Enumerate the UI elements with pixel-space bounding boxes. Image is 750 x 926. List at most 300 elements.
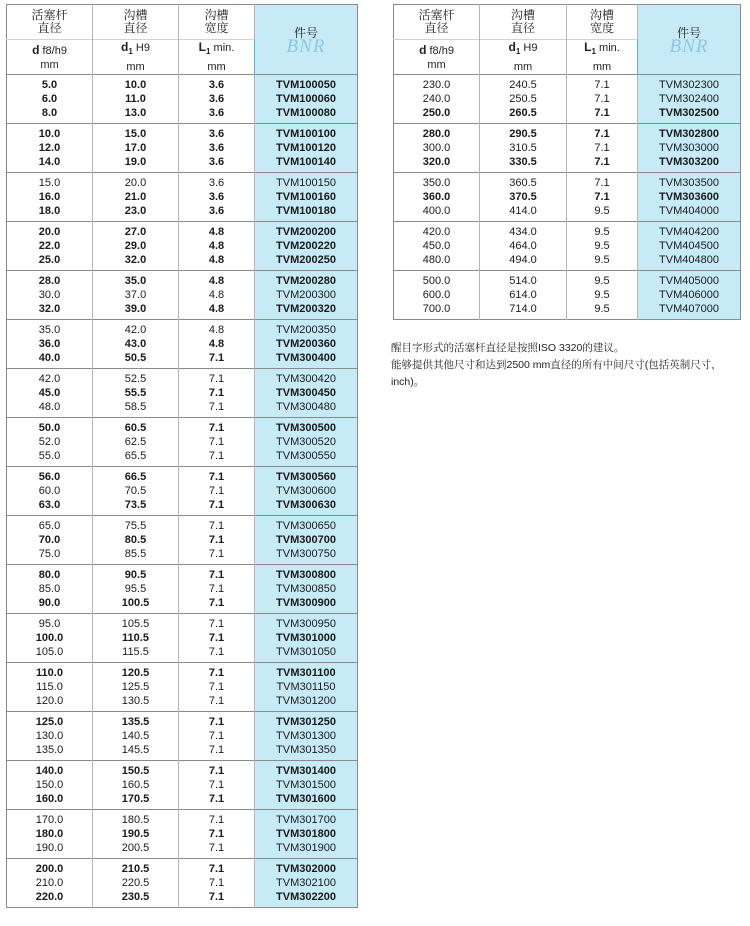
part-number-cell: TVM300600 [255,484,358,498]
groove-width-cell: 7.1 [179,400,255,418]
part-number-cell: TVM301400 [255,761,358,779]
groove-width-cell: 4.8 [179,253,255,271]
part-number-cell: TVM303200 [638,155,741,173]
part-number-cell: TVM404800 [638,253,741,271]
groove-diameter-symbol: $d_1$ H9 mm [93,40,179,75]
groove-diameter-cell: 250.5 [480,92,567,106]
groove-width-cell: 9.5 [567,204,638,222]
rod-diameter-cell: 110.0 [7,663,93,681]
table-row [7,810,358,828]
part-number-cell: TVM405000 [638,271,741,289]
groove-diameter-cell: 15.0 [93,124,179,142]
rod-diameter-cell: 350.0 [394,173,480,191]
table-row [394,124,741,142]
table-row [7,400,358,418]
table-row [7,890,358,908]
groove-width-cell: 7.1 [179,778,255,792]
table-row [394,141,741,155]
table-row [7,792,358,810]
groove-width-cell: 7.1 [179,516,255,534]
table-row [7,92,358,106]
groove-diameter-cell: 13.0 [93,106,179,124]
part-number-cell: TVM100100 [255,124,358,142]
groove-diameter-cell: 32.0 [93,253,179,271]
part-number-cell: TVM302500 [638,106,741,124]
groove-width-cell: 7.1 [567,173,638,191]
groove-width-cell: 7.1 [179,810,255,828]
groove-diameter-cell: 70.5 [93,484,179,498]
groove-width-cell: 7.1 [179,386,255,400]
groove-diameter-cell: 35.0 [93,271,179,289]
part-number-cell: TVM300650 [255,516,358,534]
rod-diameter-cell: 130.0 [7,729,93,743]
part-number-cell: TVM301250 [255,712,358,730]
rod-symbol: d f8/h9 mm [394,40,480,75]
groove-diameter-cell: 714.0 [480,302,567,320]
part-number-cell: TVM301900 [255,841,358,859]
rod-diameter-cell: 420.0 [394,222,480,240]
rod-diameter-cell: 320.0 [394,155,480,173]
groove-width-cell: 4.8 [179,337,255,351]
groove-width-cell: 9.5 [567,239,638,253]
table-row [394,239,741,253]
groove-width-cell: 7.1 [567,155,638,173]
table-row [394,155,741,173]
groove-width-cell: 7.1 [179,547,255,565]
part-number-cell: TVM100160 [255,190,358,204]
rod-diameter-cell: 36.0 [7,337,93,351]
size-group [394,173,741,222]
groove-diameter-cell: 260.5 [480,106,567,124]
groove-width-cell: 7.1 [179,418,255,436]
groove-diameter-cell: 29.0 [93,239,179,253]
part-number-cell: TVM200220 [255,239,358,253]
table-row [7,645,358,663]
size-group [7,663,358,712]
groove-width-cell: 7.1 [179,694,255,712]
groove-diameter-cell: 95.5 [93,582,179,596]
table-row [7,498,358,516]
col-rod-diameter-header: 活塞杆 直径 [7,5,93,40]
part-number-cell: TVM100140 [255,155,358,173]
part-number-cell: TVM301500 [255,778,358,792]
part-number-cell: TVM200250 [255,253,358,271]
size-group [7,516,358,565]
part-number-cell: TVM300630 [255,498,358,516]
groove-width-cell: 7.1 [567,106,638,124]
table-row [7,369,358,387]
size-group [7,320,358,369]
groove-width-cell: 7.1 [179,827,255,841]
groove-diameter-cell: 494.0 [480,253,567,271]
rod-diameter-cell: 45.0 [7,386,93,400]
notes [391,340,747,391]
groove-diameter-cell: 110.5 [93,631,179,645]
part-number-cell: TVM301800 [255,827,358,841]
rod-symbol: d f8/h9 mm [7,40,93,75]
rod-diameter-cell: 80.0 [7,565,93,583]
rod-diameter-cell: 250.0 [394,106,480,124]
rod-diameter-cell: 200.0 [7,859,93,877]
groove-width-cell: 7.1 [179,467,255,485]
groove-diameter-cell: 240.5 [480,75,567,93]
groove-diameter-cell: 73.5 [93,498,179,516]
size-group [7,124,358,173]
part-number-cell: TVM200360 [255,337,358,351]
groove-diameter-cell: 180.5 [93,810,179,828]
groove-diameter-cell: 50.5 [93,351,179,369]
table-row [394,302,741,320]
table-row [7,351,358,369]
rod-diameter-cell: 95.0 [7,614,93,632]
table-row [394,190,741,204]
groove-width-cell: 3.6 [179,190,255,204]
groove-width-cell: 7.1 [567,190,638,204]
groove-diameter-cell: 90.5 [93,565,179,583]
part-number-cell: TVM302400 [638,92,741,106]
part-number-cell: TVM300850 [255,582,358,596]
groove-diameter-cell: 42.0 [93,320,179,338]
groove-width-cell: 7.1 [179,761,255,779]
groove-diameter-cell: 58.5 [93,400,179,418]
groove-diameter-cell: 20.0 [93,173,179,191]
part-number-cell: TVM200200 [255,222,358,240]
table-row [7,614,358,632]
table-row [7,222,358,240]
groove-diameter-cell: 130.5 [93,694,179,712]
rod-diameter-cell: 120.0 [7,694,93,712]
groove-width-cell: 9.5 [567,253,638,271]
table-row [7,516,358,534]
size-group [7,859,358,908]
groove-diameter-cell: 52.5 [93,369,179,387]
table-row [7,876,358,890]
table-row [7,729,358,743]
table-row [7,155,358,173]
groove-diameter-cell: 220.5 [93,876,179,890]
rod-diameter-cell: 500.0 [394,271,480,289]
size-group [7,712,358,761]
groove-diameter-cell: 75.5 [93,516,179,534]
table-row [7,435,358,449]
part-number-cell: TVM100120 [255,141,358,155]
rod-diameter-cell: 10.0 [7,124,93,142]
groove-diameter-cell: 120.5 [93,663,179,681]
table-row [394,75,741,93]
groove-diameter-cell: 80.5 [93,533,179,547]
groove-width-cell: 7.1 [179,645,255,663]
groove-width-cell: 7.1 [179,841,255,859]
groove-width-cell: 4.8 [179,320,255,338]
groove-diameter-cell: 10.0 [93,75,179,93]
rod-diameter-cell: 135.0 [7,743,93,761]
groove-diameter-cell: 464.0 [480,239,567,253]
groove-width-cell: 7.1 [179,712,255,730]
table-row [394,253,741,271]
size-group [7,810,358,859]
col-part-number-header: 件号 BNR [255,5,358,75]
rod-diameter-cell: 14.0 [7,155,93,173]
size-group [7,271,358,320]
rod-diameter-cell: 6.0 [7,92,93,106]
groove-width-cell: 7.1 [179,435,255,449]
table-row [7,190,358,204]
part-number-cell: TVM300550 [255,449,358,467]
groove-diameter-cell: 60.5 [93,418,179,436]
groove-diameter-cell: 39.0 [93,302,179,320]
rod-diameter-cell: 360.0 [394,190,480,204]
rod-diameter-cell: 90.0 [7,596,93,614]
rod-diameter-cell: 52.0 [7,435,93,449]
part-number-cell: TVM300400 [255,351,358,369]
rod-diameter-cell: 240.0 [394,92,480,106]
part-number-cell: TVM404000 [638,204,741,222]
part-number-cell: TVM303600 [638,190,741,204]
part-number-cell: TVM301150 [255,680,358,694]
groove-width-cell: 7.1 [567,141,638,155]
part-number-cell: TVM100180 [255,204,358,222]
size-group [7,369,358,418]
part-number-cell: TVM100060 [255,92,358,106]
rod-diameter-cell: 20.0 [7,222,93,240]
groove-width-cell: 3.6 [179,141,255,155]
col-groove-diameter-header: 沟槽 直径 [480,5,567,40]
groove-diameter-cell: 21.0 [93,190,179,204]
table-row [7,565,358,583]
part-number-cell: TVM301000 [255,631,358,645]
groove-diameter-cell: 200.5 [93,841,179,859]
groove-diameter-cell: 125.5 [93,680,179,694]
groove-diameter-cell: 414.0 [480,204,567,222]
groove-diameter-cell: 43.0 [93,337,179,351]
part-number-cell: TVM200280 [255,271,358,289]
groove-diameter-cell: 230.5 [93,890,179,908]
groove-width-cell: 7.1 [179,351,255,369]
groove-width-cell: 7.1 [179,631,255,645]
groove-width-cell: 3.6 [179,106,255,124]
groove-width-cell: 3.6 [179,155,255,173]
groove-width-cell: 4.8 [179,239,255,253]
col-groove-width-header: 沟槽 宽度 [179,5,255,40]
groove-width-cell: 7.1 [567,75,638,93]
rod-diameter-cell: 22.0 [7,239,93,253]
table-row [7,778,358,792]
table-row [7,337,358,351]
groove-diameter-symbol: $d_1$ H9 mm [480,40,567,75]
rod-diameter-cell: 400.0 [394,204,480,222]
rod-diameter-cell: 56.0 [7,467,93,485]
part-number-cell: TVM300500 [255,418,358,436]
groove-diameter-cell: 290.5 [480,124,567,142]
rod-diameter-cell: 600.0 [394,288,480,302]
rod-diameter-cell: 115.0 [7,680,93,694]
part-number-cell: TVM300700 [255,533,358,547]
part-number-cell: TVM302800 [638,124,741,142]
table-row [7,204,358,222]
rod-diameter-cell: 105.0 [7,645,93,663]
note-iso: 醒目字形式的活塞杆直径是按照ISO 3320的建议。 [391,342,625,354]
size-group [7,614,358,663]
groove-diameter-cell: 150.5 [93,761,179,779]
table-row [7,582,358,596]
table-row [394,106,741,124]
groove-diameter-cell: 145.5 [93,743,179,761]
table-row [7,827,358,841]
groove-width-cell: 7.1 [567,92,638,106]
groove-width-cell: 3.6 [179,204,255,222]
rod-diameter-cell: 50.0 [7,418,93,436]
table-row [7,484,358,498]
groove-diameter-cell: 37.0 [93,288,179,302]
rod-diameter-cell: 18.0 [7,204,93,222]
groove-width-cell: 7.1 [179,449,255,467]
rod-diameter-cell: 35.0 [7,320,93,338]
rod-diameter-cell: 230.0 [394,75,480,93]
rod-diameter-cell: 40.0 [7,351,93,369]
rod-diameter-cell: 42.0 [7,369,93,387]
table-row [7,680,358,694]
groove-width-cell: 7.1 [179,729,255,743]
groove-diameter-cell: 370.5 [480,190,567,204]
size-group [7,418,358,467]
part-number-cell: TVM302000 [255,859,358,877]
table-row [7,124,358,142]
groove-diameter-cell: 23.0 [93,204,179,222]
groove-width-cell: 4.8 [179,271,255,289]
table-row [7,418,358,436]
groove-diameter-cell: 115.5 [93,645,179,663]
groove-width-cell: 3.6 [179,124,255,142]
table-row [7,271,358,289]
rod-diameter-cell: 160.0 [7,792,93,810]
table-row [7,596,358,614]
groove-width-cell: 7.1 [179,369,255,387]
groove-diameter-cell: 330.5 [480,155,567,173]
groove-width-cell: 3.6 [179,75,255,93]
groove-width-cell: 9.5 [567,271,638,289]
rod-diameter-cell: 300.0 [394,141,480,155]
rod-diameter-cell: 28.0 [7,271,93,289]
left-size-table [6,4,358,908]
table-row [7,288,358,302]
part-number-cell: TVM302200 [255,890,358,908]
size-group [394,222,741,271]
rod-diameter-cell: 180.0 [7,827,93,841]
part-number-cell: TVM302100 [255,876,358,890]
part-number-cell: TVM301700 [255,810,358,828]
rod-diameter-cell: 700.0 [394,302,480,320]
rod-diameter-cell: 170.0 [7,810,93,828]
part-number-cell: TVM301350 [255,743,358,761]
groove-diameter-cell: 160.5 [93,778,179,792]
groove-width-cell: 7.1 [179,859,255,877]
rod-diameter-cell: 55.0 [7,449,93,467]
groove-width-cell: 7.1 [179,743,255,761]
part-number-cell: TVM404500 [638,239,741,253]
groove-diameter-cell: 100.5 [93,596,179,614]
groove-diameter-cell: 360.5 [480,173,567,191]
table-row [7,631,358,645]
groove-diameter-cell: 310.5 [480,141,567,155]
col-groove-diameter-header: 沟槽 直径 [93,5,179,40]
groove-width-cell: 7.1 [179,680,255,694]
table-row [394,222,741,240]
rod-diameter-cell: 125.0 [7,712,93,730]
groove-width-cell: 7.1 [179,890,255,908]
part-number-cell: TVM300520 [255,435,358,449]
rod-diameter-cell: 85.0 [7,582,93,596]
table-row [7,106,358,124]
table-row [7,761,358,779]
rod-diameter-cell: 140.0 [7,761,93,779]
rod-diameter-cell: 280.0 [394,124,480,142]
part-number-cell: TVM301200 [255,694,358,712]
size-group [394,75,741,124]
part-number-cell: TVM200300 [255,288,358,302]
groove-width-cell: 7.1 [179,484,255,498]
part-number-cell: TVM200320 [255,302,358,320]
rod-diameter-cell: 210.0 [7,876,93,890]
groove-width-cell: 7.1 [179,792,255,810]
note-sizes: 能够提供其他尺寸和达到2500 mm直径的所有中间尺寸(包括英制尺寸，inch)。 [391,359,722,388]
part-number-cell: TVM301050 [255,645,358,663]
groove-diameter-cell: 614.0 [480,288,567,302]
groove-width-cell: 7.1 [179,614,255,632]
groove-diameter-cell: 65.5 [93,449,179,467]
size-group [7,222,358,271]
groove-diameter-cell: 105.5 [93,614,179,632]
table-row [394,173,741,191]
table-row [7,467,358,485]
size-group [7,467,358,516]
table-row [7,141,358,155]
part-number-cell: TVM302300 [638,75,741,93]
size-group [394,271,741,320]
part-number-cell: TVM300800 [255,565,358,583]
part-number-cell: TVM100050 [255,75,358,93]
part-number-cell: TVM300480 [255,400,358,418]
rod-diameter-cell: 60.0 [7,484,93,498]
groove-width-cell: 7.1 [567,124,638,142]
rod-diameter-cell: 75.0 [7,547,93,565]
table-row [7,859,358,877]
part-number-cell: TVM100080 [255,106,358,124]
groove-diameter-cell: 66.5 [93,467,179,485]
table-row [7,449,358,467]
brand-logo: BNR [286,35,326,57]
groove-diameter-cell: 62.5 [93,435,179,449]
groove-width-cell: 7.1 [179,533,255,547]
part-number-cell: TVM300450 [255,386,358,400]
groove-diameter-cell: 27.0 [93,222,179,240]
groove-diameter-cell: 434.0 [480,222,567,240]
rod-diameter-cell: 16.0 [7,190,93,204]
groove-width-cell: 7.1 [179,565,255,583]
groove-width-cell: 7.1 [179,498,255,516]
table-row [394,92,741,106]
groove-width-cell: 7.1 [179,876,255,890]
part-number-cell: TVM301600 [255,792,358,810]
table-row [7,253,358,271]
part-number-cell: TVM300420 [255,369,358,387]
size-group [7,761,358,810]
size-group [394,124,741,173]
rod-diameter-cell: 70.0 [7,533,93,547]
part-number-cell: TVM407000 [638,302,741,320]
groove-diameter-cell: 17.0 [93,141,179,155]
rod-diameter-cell: 30.0 [7,288,93,302]
rod-diameter-cell: 190.0 [7,841,93,859]
